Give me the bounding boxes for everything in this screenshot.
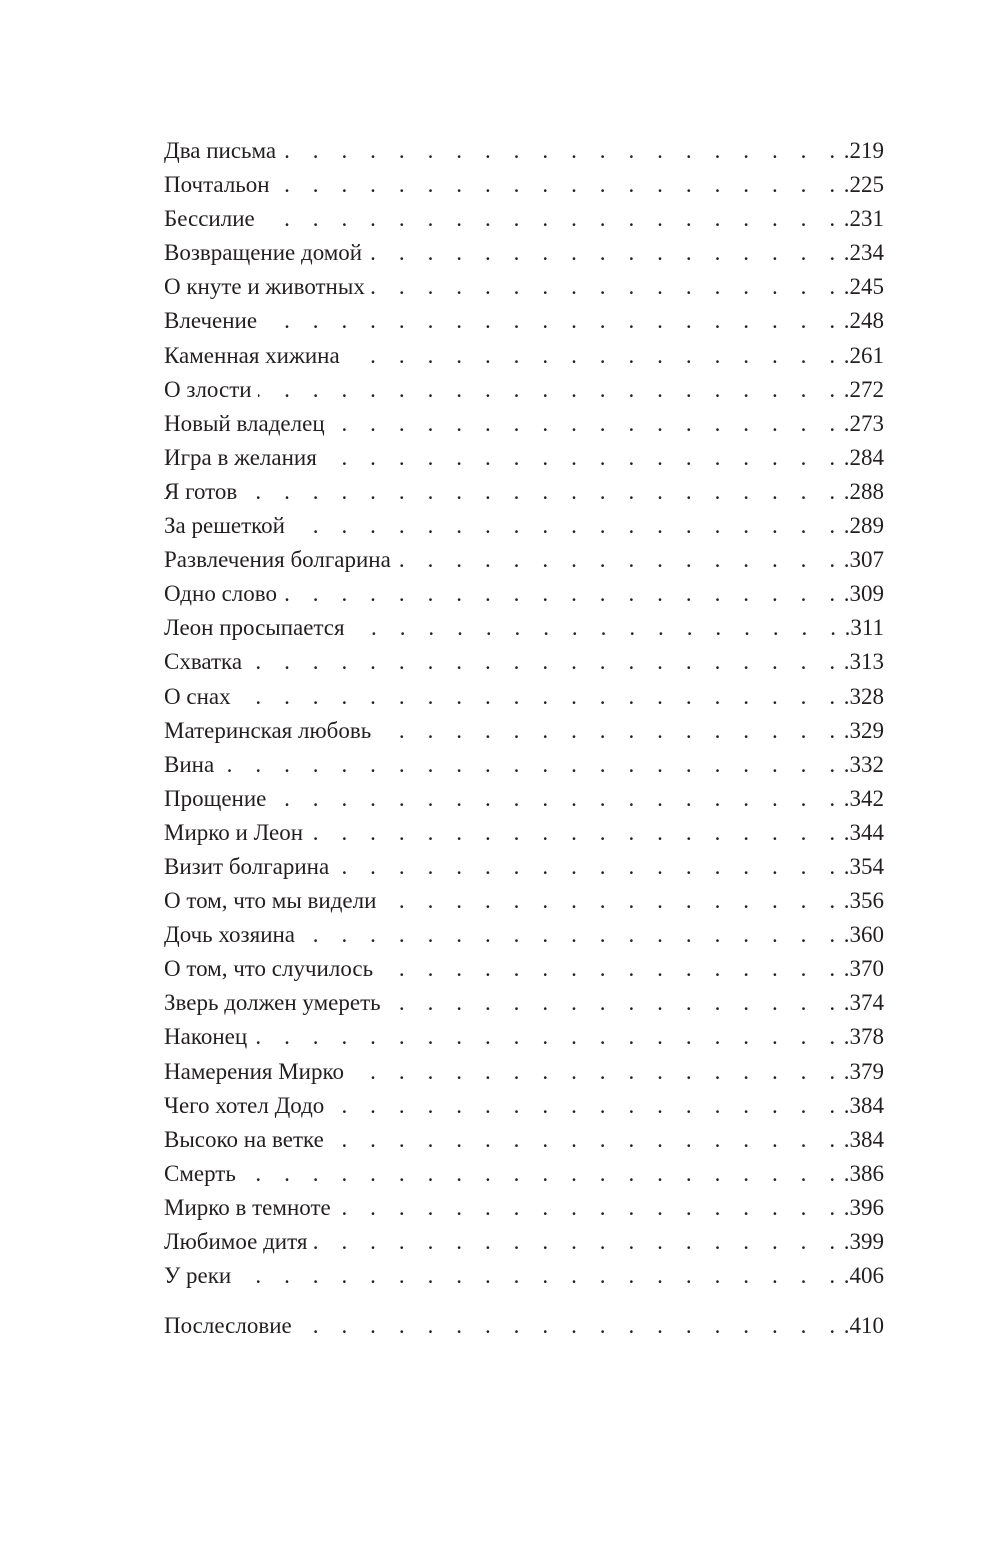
dot-leader [283, 577, 844, 611]
toc-entry-title: Прощение [164, 782, 272, 816]
toc-entry[interactable] [164, 339, 884, 373]
toc-entry-title: Влечение [164, 304, 263, 338]
toc-entry[interactable] [164, 952, 884, 986]
toc-entry-page: .396 [844, 1191, 884, 1225]
toc-entry[interactable] [164, 816, 884, 850]
toc-entry[interactable] [164, 850, 884, 884]
toc-entry-page: .386 [844, 1157, 884, 1191]
dot-leader [346, 339, 844, 373]
toc-entry-page: .309 [844, 577, 884, 611]
dot-leader [330, 1089, 843, 1123]
toc-entry[interactable] [164, 577, 884, 611]
dot-leader [301, 918, 844, 952]
dot-leader [377, 714, 844, 748]
toc-entry-page: .284 [844, 441, 884, 475]
toc-entry[interactable] [164, 1191, 884, 1225]
toc-entry-page: .234 [844, 236, 884, 270]
toc-entry-title: Я готов [164, 475, 243, 509]
dot-leader [330, 1123, 844, 1157]
toc-entry-title: О снах [164, 680, 237, 714]
table-of-contents [164, 134, 884, 1343]
dot-leader [237, 680, 844, 714]
toc-entry-page: .378 [844, 1020, 884, 1054]
toc-entry-page: .329 [844, 714, 884, 748]
toc-entry[interactable] [164, 1157, 884, 1191]
toc-entry-title: Послесловие [164, 1309, 298, 1343]
toc-entry-page: .272 [844, 373, 884, 407]
toc-entry[interactable] [164, 645, 884, 679]
toc-entry-page: .370 [844, 952, 884, 986]
dot-leader [258, 373, 844, 407]
toc-entry-page: .289 [844, 509, 884, 543]
toc-entry[interactable] [164, 475, 884, 509]
dot-leader [335, 850, 844, 884]
toc-entry-title: Возвращение домой [164, 236, 368, 270]
dot-leader [298, 1309, 844, 1343]
toc-entry[interactable] [164, 748, 884, 782]
toc-entry-title: Любимое дитя [164, 1225, 313, 1259]
dot-leader [282, 134, 844, 168]
toc-entry-title: Материнская любовь [164, 714, 377, 748]
dot-leader [337, 1191, 844, 1225]
dot-leader [387, 986, 844, 1020]
dot-leader [263, 304, 844, 338]
toc-entry-page: .307 [844, 543, 884, 577]
toc-entry-title: Смерть [164, 1157, 242, 1191]
toc-entry[interactable] [164, 304, 884, 338]
toc-entry-title: Чего хотел Додо [164, 1089, 330, 1123]
toc-entry-title: Дочь хозяина [164, 918, 301, 952]
toc-entry-page: .328 [844, 680, 884, 714]
toc-entry-title: О том, что мы видели [164, 884, 382, 918]
toc-entry[interactable] [164, 407, 884, 441]
toc-entry-title: Бессилие [164, 202, 261, 236]
toc-entry[interactable] [164, 373, 884, 407]
toc-entry-title: Развлечения болгарина [164, 543, 397, 577]
toc-entry-title: О злости [164, 373, 258, 407]
toc-entry-page: .344 [844, 816, 884, 850]
toc-entry-page: .342 [844, 782, 884, 816]
toc-entry-page: .225 [844, 168, 884, 202]
toc-entry-page: .360 [844, 918, 884, 952]
toc-entry-title: Наконец [164, 1020, 253, 1054]
toc-entry[interactable] [164, 782, 884, 816]
dot-leader [276, 168, 844, 202]
dot-leader [379, 952, 844, 986]
toc-entry-page: .231 [844, 202, 884, 236]
toc-entry[interactable] [164, 884, 884, 918]
dot-leader [291, 509, 844, 543]
toc-entry[interactable] [164, 543, 884, 577]
toc-entry[interactable] [164, 441, 884, 475]
toc-entry-page: .399 [844, 1225, 884, 1259]
toc-entry[interactable] [164, 236, 884, 270]
toc-entry-page: .248 [844, 304, 884, 338]
toc-entry[interactable] [164, 1089, 884, 1123]
dot-leader [351, 611, 845, 645]
dot-leader [323, 441, 844, 475]
toc-entry[interactable] [164, 918, 884, 952]
toc-entry-title: Мирко и Леон [164, 816, 309, 850]
toc-entry-title: Два письма [164, 134, 282, 168]
dot-leader [313, 1225, 843, 1259]
toc-entry-afterword[interactable] [164, 1309, 884, 1343]
toc-entry[interactable] [164, 680, 884, 714]
toc-entry-title: Каменная хижина [164, 339, 346, 373]
toc-entry[interactable] [164, 1123, 884, 1157]
dot-leader [272, 782, 843, 816]
toc-entry[interactable] [164, 714, 884, 748]
toc-entry-title: Схватка [164, 645, 248, 679]
toc-entry[interactable] [164, 986, 884, 1020]
toc-entry-page: .379 [844, 1055, 884, 1089]
toc-entry-title: Одно слово [164, 577, 283, 611]
toc-separator [164, 1293, 884, 1309]
toc-entry-page: .356 [844, 884, 884, 918]
dot-leader [237, 1259, 844, 1293]
toc-entry-page: .245 [844, 270, 884, 304]
toc-entry[interactable] [164, 202, 884, 236]
dot-leader [397, 543, 844, 577]
toc-entry-title: У реки [164, 1259, 237, 1293]
toc-entry-title: Новый владелец [164, 407, 331, 441]
toc-entry-page: .332 [844, 748, 884, 782]
toc-entry-title: Визит болгарина [164, 850, 335, 884]
toc-entry-title: Почтальон [164, 168, 276, 202]
toc-entry-title: О кнуте и животных [164, 270, 371, 304]
dot-leader [248, 645, 844, 679]
dot-leader [371, 270, 844, 304]
dot-leader [331, 407, 844, 441]
toc-entry[interactable] [164, 168, 884, 202]
toc-entry-title: Леон просыпается [164, 611, 351, 645]
dot-leader [243, 475, 843, 509]
toc-entry-page: .410 [844, 1309, 884, 1343]
toc-entry[interactable] [164, 509, 884, 543]
toc-entry-title: За решеткой [164, 509, 291, 543]
toc-entry[interactable] [164, 1259, 884, 1293]
dot-leader [350, 1055, 844, 1089]
toc-entry-page: .311 [845, 611, 884, 645]
toc-entry-page: .374 [844, 986, 884, 1020]
dot-leader [220, 748, 844, 782]
dot-leader [253, 1020, 844, 1054]
toc-entry-title: О том, что случилось [164, 952, 379, 986]
toc-entry-title: Игра в желания [164, 441, 323, 475]
toc-entry-page: .261 [844, 339, 884, 373]
toc-entry-page: .406 [844, 1259, 884, 1293]
toc-entry-title: Зверь должен умереть [164, 986, 387, 1020]
toc-entry-page: .313 [844, 645, 884, 679]
toc-entry-page: .384 [844, 1089, 884, 1123]
toc-entry[interactable] [164, 611, 884, 645]
dot-leader [309, 816, 844, 850]
toc-entry-page: .273 [844, 407, 884, 441]
toc-entry[interactable] [164, 134, 884, 168]
toc-entry-title: Высоко на ветке [164, 1123, 330, 1157]
toc-entry[interactable] [164, 270, 884, 304]
toc-entry[interactable] [164, 1225, 884, 1259]
toc-entry-title: Мирко в темноте [164, 1191, 337, 1225]
toc-entry-page: .219 [844, 134, 884, 168]
dot-leader [261, 202, 844, 236]
toc-entry-title: Намерения Мирко [164, 1055, 350, 1089]
dot-leader [368, 236, 844, 270]
toc-entry-title: Вина [164, 748, 220, 782]
toc-entry[interactable] [164, 1055, 884, 1089]
toc-entry-page: .354 [844, 850, 884, 884]
dot-leader [242, 1157, 844, 1191]
toc-entry-page: .384 [844, 1123, 884, 1157]
toc-entry-page: .288 [844, 475, 884, 509]
toc-list [164, 134, 884, 1293]
toc-entry[interactable] [164, 1020, 884, 1054]
dot-leader [382, 884, 843, 918]
